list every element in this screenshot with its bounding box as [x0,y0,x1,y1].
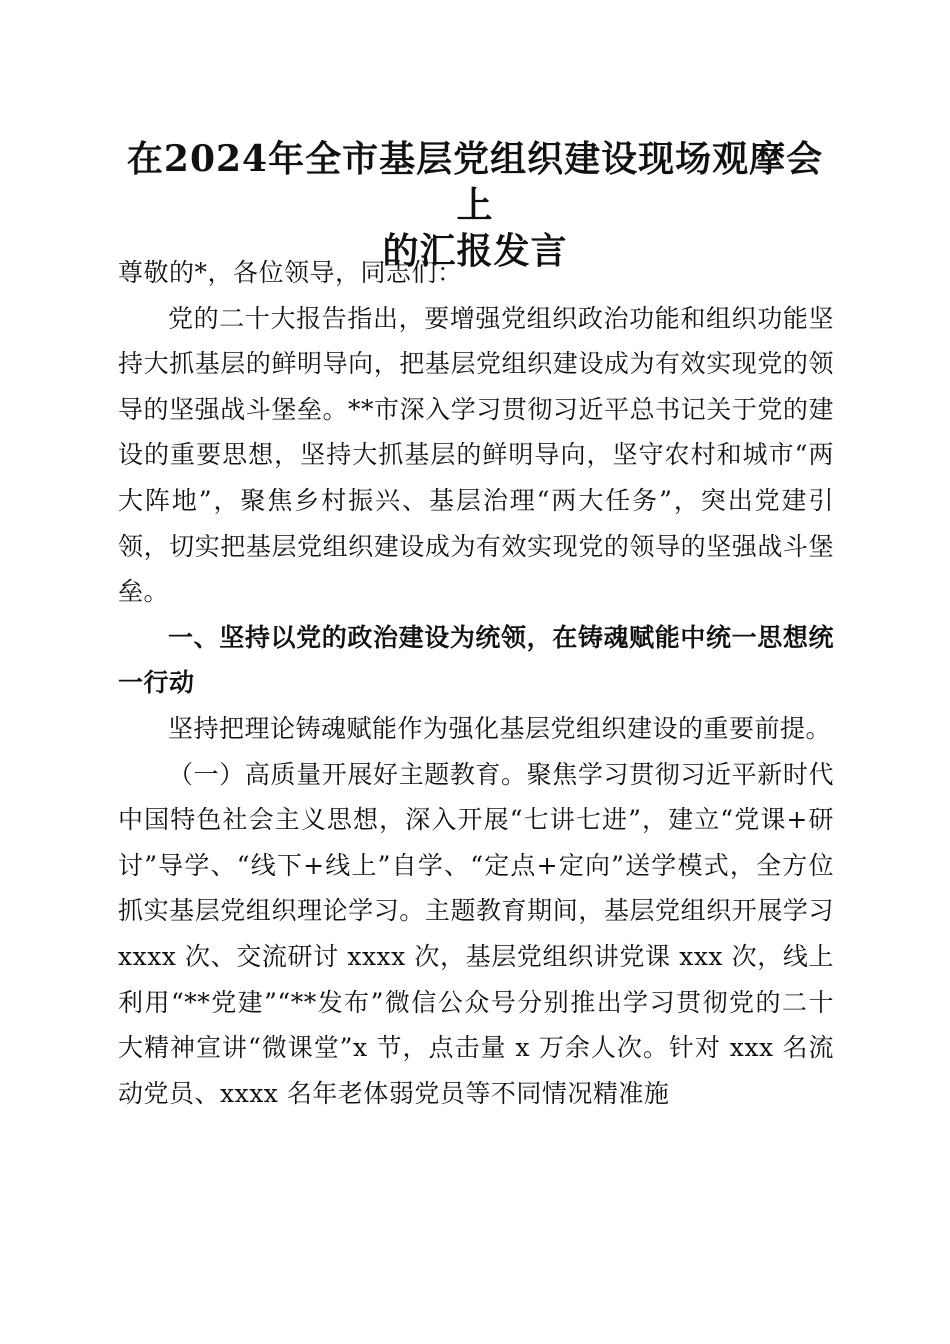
section-heading-1: 一、坚持以党的政治建设为统领，在铸魂赋能中统一思想统一行动 [118,622,834,698]
document-body [118,250,834,1116]
title-line-1: 在2024年全市基层党组织建设现场观摩会上 [126,138,824,226]
title-line-2: 的汇报发言 [382,230,568,272]
intro-paragraph: 党的二十大报告指出，要增强党组织政治功能和组织功能坚持大抓基层的鲜明导向，把基层党组织建设成为有效实现党的领导的坚强战斗堡垒。**市深入学习贯彻习近平总书记关于党的建设的重要思想，坚持大抓基层的鲜明导向，坚守农村和城市“两大阵地”，聚焦乡村振兴、基层治理“两大任务”，突出党建引领，切实把基层党组织建设成为有效实现党的领导的坚强战斗堡垒。 [118,303,834,607]
subsection-paragraph-1: （一）高质量开展好主题教育。聚焦学习贯彻习近平新时代中国特色社会主义思想，深入开展“七讲七进”，建立“党课+研讨”导学、“线下+线上”自学、“定点+定向”送学模式，全方位抓实基层党组织理论学习。主题教育期间，基层党组织开展学习 xxxx 次、交流研讨 xxxx 次，基层党组织讲党课 xxx 次，线上利用“**党建”“**发布”微信公众号分别推出学习贯彻党的二十大精神宣讲“微课堂”x 节，点击量 x 万余人次。针对 xxx 名流动党员、xxxx 名年老体弱党员等不同情况精准施 [118,759,834,1108]
section-lead-paragraph: 坚持把理论铸魂赋能作为强化基层党组织建设的重要前提。 [168,713,832,743]
salutation: 尊敬的*，各位领导，同志们： [118,258,463,287]
